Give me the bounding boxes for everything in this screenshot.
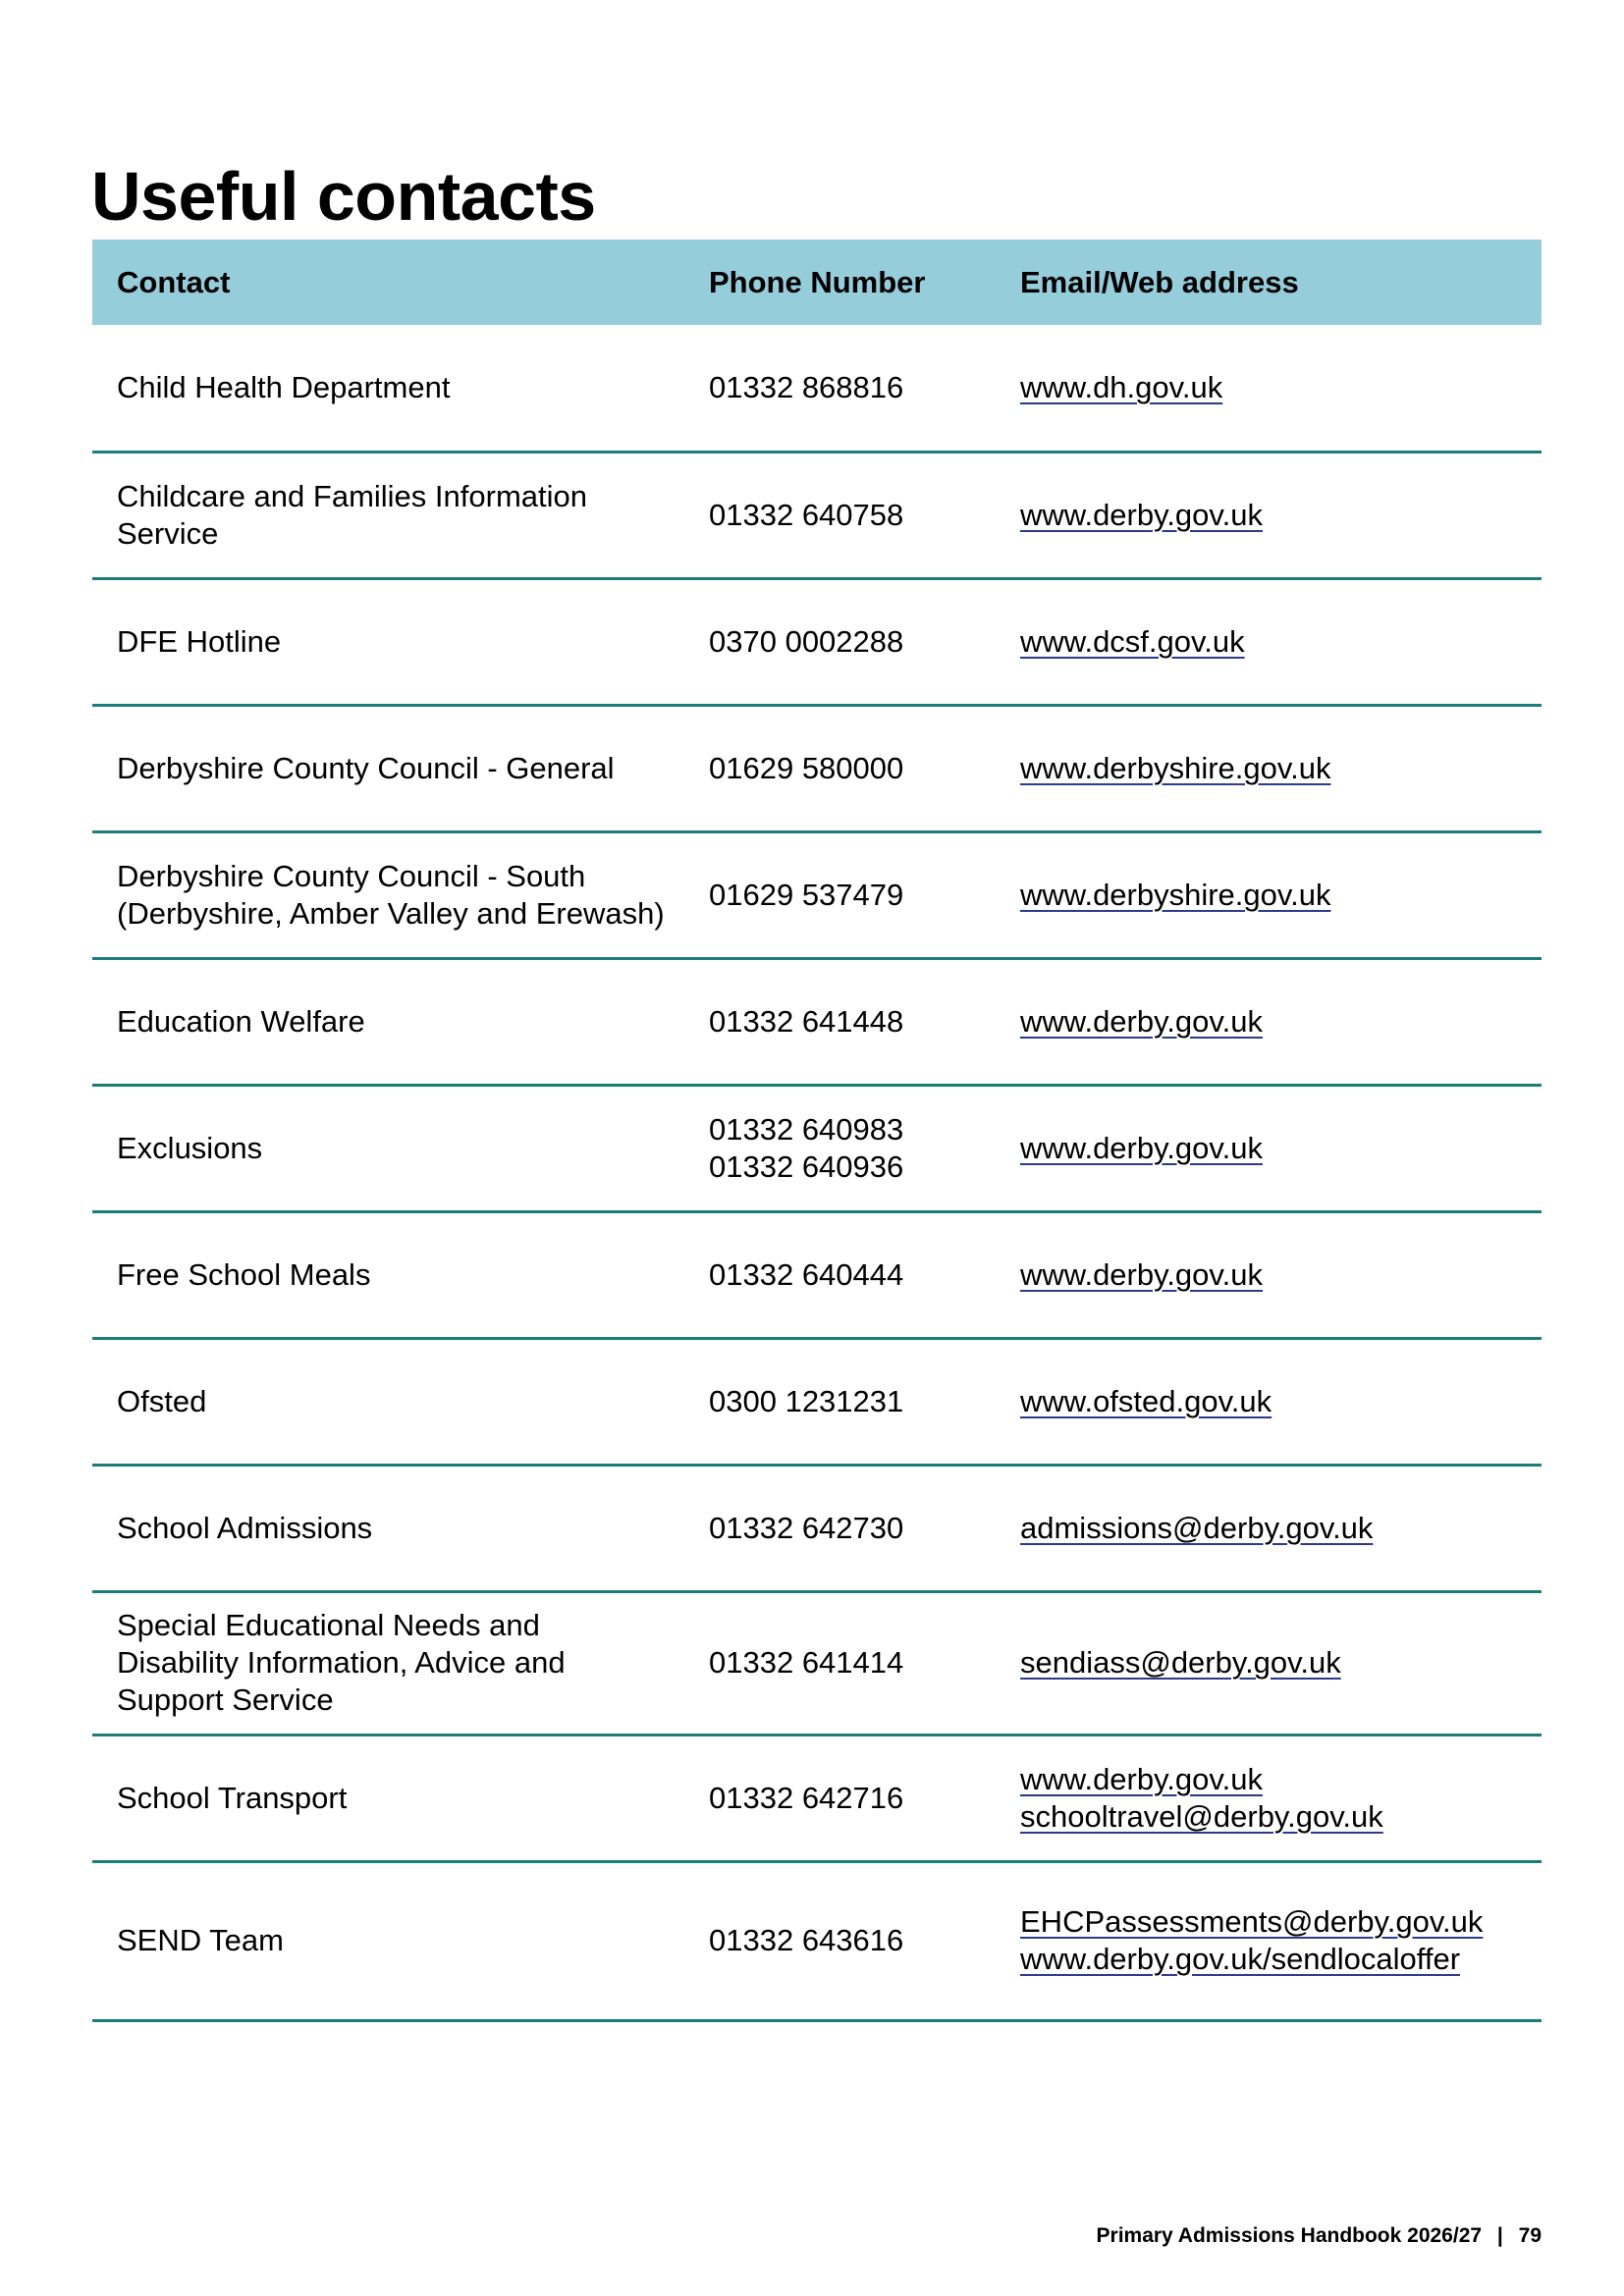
table-row [92,1465,1542,1591]
web-cell [996,1465,1542,1591]
page-number: 79 [1518,2224,1542,2247]
web-cell [996,1861,1542,2020]
web-cell [996,1591,1542,1735]
table-header-row [92,240,1542,325]
contact-cell [92,831,684,958]
web-link[interactable]: www.ofsted.gov.uk [1020,1383,1272,1418]
contact-cell [92,578,684,705]
phone-number: 01332 640983 [709,1111,904,1147]
contact-name: School Admissions [117,1510,373,1545]
phone-cell [684,705,996,831]
table-row [92,1338,1542,1465]
column-header-contact: Contact [117,264,231,299]
contact-name: Education Welfare [117,1003,365,1039]
column-header-web: Email/Web address [1020,264,1299,299]
phone-number: 01332 640936 [709,1148,904,1184]
contact-name: Free School Meals [117,1256,371,1292]
web-link[interactable]: www.derbyshire.gov.uk [1020,750,1331,785]
web-cell [996,958,1542,1085]
web-link[interactable]: www.derbyshire.gov.uk [1020,877,1331,912]
phone-number: 01332 642730 [709,1510,904,1545]
contact-cell [92,958,684,1085]
contact-cell [92,1211,684,1338]
web-link[interactable]: www.derby.gov.uk [1020,1256,1263,1292]
phone-number: 01332 868816 [709,369,904,404]
contact-name: School Transport [117,1780,348,1815]
phone-cell [684,1211,996,1338]
contact-cell [92,1591,684,1735]
table-row [92,1591,1542,1735]
web-cell [996,1085,1542,1211]
web-link[interactable]: www.derby.gov.uk [1020,1003,1263,1039]
phone-cell [684,1085,996,1211]
phone-cell [684,1735,996,1861]
phone-cell [684,1465,996,1591]
contact-cell [92,452,684,578]
table-row [92,831,1542,958]
table-row [92,452,1542,578]
web-cell [996,1211,1542,1338]
phone-number: 01332 641414 [709,1645,904,1680]
web-cell [996,1735,1542,1861]
contact-name: Exclusions [117,1130,263,1165]
web-cell [996,325,1542,452]
publication-title: Primary Admissions Handbook 2026/27 [1096,2224,1483,2247]
phone-number: 01332 640758 [709,497,904,532]
table-row [92,1861,1542,2020]
contact-name: Ofsted [117,1383,207,1418]
web-link[interactable]: www.dcsf.gov.uk [1020,623,1245,659]
contact-cell [92,325,684,452]
contact-name: Service [117,515,219,551]
table-row [92,705,1542,831]
contact-name: Derbyshire County Council - General [117,750,615,785]
phone-cell [684,831,996,958]
phone-cell [684,325,996,452]
footer-separator: | [1496,2224,1503,2247]
phone-cell [684,1861,996,2020]
table-row [92,958,1542,1085]
phone-number: 01332 640444 [709,1256,904,1292]
phone-cell [684,1591,996,1735]
table-row [92,1735,1542,1861]
contact-name: Childcare and Families Information [117,478,587,513]
contact-name: (Derbyshire, Amber Valley and Erewash) [117,895,665,931]
page-footer [1097,2224,1542,2248]
contact-cell [92,1861,684,2020]
contact-name: Special Educational Needs and [117,1608,540,1642]
web-cell [996,1338,1542,1465]
web-link[interactable]: www.derby.gov.uk [1020,1130,1263,1165]
table-row [92,1085,1542,1211]
phone-number: 01629 580000 [709,750,904,785]
contact-cell [92,1338,684,1465]
contact-cell [92,705,684,831]
contacts-table [92,240,1542,2022]
table-row [92,578,1542,705]
contact-cell [92,1085,684,1211]
email-link[interactable]: admissions@derby.gov.uk [1020,1510,1374,1545]
contact-name: Derbyshire County Council - South [117,858,586,893]
contact-name: DFE Hotline [117,623,282,659]
contact-name: Disability Information, Advice and [117,1645,566,1680]
contact-cell [92,1465,684,1591]
phone-number: 01629 537479 [709,877,904,912]
page-title: Useful contacts [91,158,596,235]
web-cell [996,452,1542,578]
email-link[interactable]: EHCPassessments@derby.gov.uk [1020,1904,1484,1939]
web-cell [996,578,1542,705]
phone-number: 01332 643616 [709,1923,904,1957]
web-link[interactable]: www.dh.gov.uk [1020,369,1223,404]
table-row [92,1211,1542,1338]
phone-cell [684,1338,996,1465]
web-link[interactable]: www.derby.gov.uk [1020,1761,1263,1796]
phone-cell [684,958,996,1085]
email-link[interactable]: sendiass@derby.gov.uk [1020,1645,1341,1680]
web-link[interactable]: www.derby.gov.uk/sendlocaloffer [1020,1942,1461,1976]
phone-cell [684,452,996,578]
email-link[interactable]: schooltravel@derby.gov.uk [1020,1798,1383,1834]
phone-number: 01332 641448 [709,1003,904,1039]
phone-number: 01332 642716 [709,1780,904,1815]
web-cell [996,705,1542,831]
phone-cell [684,578,996,705]
column-header-phone: Phone Number [709,264,926,299]
contact-cell [92,1735,684,1861]
contact-name: Child Health Department [117,369,451,404]
contact-name: SEND Team [117,1923,284,1957]
table-row [92,325,1542,452]
web-link[interactable]: www.derby.gov.uk [1020,497,1263,532]
contact-name: Support Service [117,1682,334,1717]
phone-number: 0370 0002288 [709,623,904,659]
web-cell [996,831,1542,958]
phone-number: 0300 1231231 [709,1383,904,1418]
